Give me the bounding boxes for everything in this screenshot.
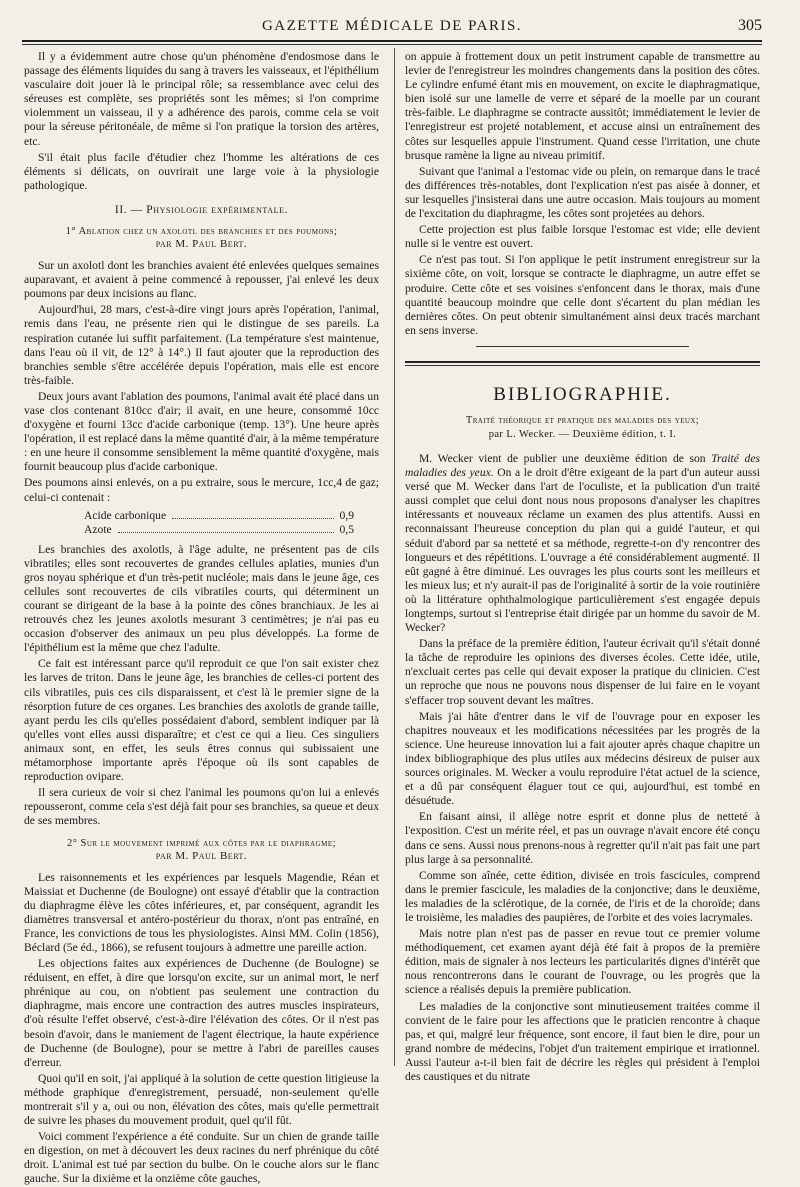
- article-heading: [24, 225, 379, 251]
- left-column: [24, 50, 379, 1186]
- page-number: 305: [738, 17, 762, 34]
- paragraph: Mais notre plan n'est pas de passer en revue tout ce premier volume méthodiquement, cet examen ayant déjà été fait à propos de la première édition, mais de signaler à nos lecteurs les particularités dignes d'intérêt que nous rencontrerons dans le courant de l'ouvrage, ou les progrès que la science a réalisés depuis la première publication.: [405, 927, 760, 997]
- article-author: par M. Paul Bert.: [155, 849, 248, 862]
- journal-title: GAZETTE MÉDICALE DE PARIS.: [261, 18, 523, 34]
- paragraph: Suivant que l'animal a l'estomac vide ou plein, on remarque dans le tracé des différences très-notables, dont l'explication n'est pas aisée à donner, et sur lesquelles j'insisterai dans une autre occasion. Mais toujours au moment de l'excitation du diaphragme, les côtes sont projetées au dehors.: [405, 164, 760, 221]
- paragraph: Cette projection est plus faible lorsque l'estomac est vide; elle devient nulle si le ventre est ouvert.: [405, 223, 760, 251]
- gas-row: [84, 523, 354, 537]
- paragraph: Les branchies des axolotls, à l'âge adulte, ne présentent pas de cils vibratiles; elles sont recouvertes de grandes cellules aplaties, munies d'un gros noyau sphérique et d'un très-petit nucléole; mais dans le jeune âge, ces cellules sont recouvertes de cils vibratiles courts, qui déterminent un courant se dirigeant de la base à la pointe des cônes branchiaux. Je les ai retrouvés chez les jeunes axolotls mesurant 3 centimètres; je n'ai pas eu occasion d'observer des animaux un peu plus développés. La forme de l'épithélium est la même que chez l'adulte.: [24, 542, 379, 655]
- leader-dots: [118, 523, 334, 533]
- bibliography-heading: BIBLIOGRAPHIE.: [493, 383, 672, 405]
- gas-name: Acide carbonique: [84, 508, 167, 522]
- book-author: par L. Wecker. — Deuxième édition, t. I.: [488, 428, 677, 440]
- paragraph: Les raisonnements et les expériences par lesquels Magendie, Réan et Maissiat et Duchenne (de Boulogne) ont essayé d'établir que la contraction du diaphragme élève les côtes inférieures, et, par conséquent, agrandit les diamètres transversal et antéro-postérieur du thorax, n'ont pas entraîné, en France, les convictions de tous les physiologistes. Ainsi MM. Colin (1856), Béclard (5e éd., 1866), se refusent toujours à admettre une pareille action.: [24, 870, 379, 954]
- paragraph: Ce n'est pas tout. Si l'on applique le petit instrument enregistreur sur la sixième côte, on voit, lorsque se contracte le diaphragme, un autre effet se produire. Cette côte et ses voisines s'enfoncent dans le thorax, mais d'une quantité beaucoup moindre que celle dont s'écartent du plan médian les dernières côtes. On peut obtenir simultanément ainsi deux tracés marchant en sens inverse.: [405, 253, 760, 337]
- paragraph: Sur un axolotl dont les branchies avaient été enlevées quelques semaines auparavant, et avaient à peine commencé à repousser, j'ai enlevé les deux poumons par deux incisions au flanc.: [24, 259, 379, 301]
- paragraph: Les objections faites aux expériences de Duchenne (de Boulogne) se réduisent, en effet, à dire que lorsqu'on excite, sur un animal mort, le nerf phrénique au cou, on n'obtient pas seulement une contraction du diaphragme, mais encore une contraction des autres muscles inspirateurs, d'où résulte l'effet observé, c'est-à-dire l'élévation des côtes. Or il n'est pas besoin d'avoir, dans le maniement de l'agent électrique, la haute expérience de Duchenne (de Boulogne), pour se mettre à l'abri de pareilles causes d'erreur.: [24, 957, 379, 1069]
- book-title-italic: Traité des maladies des yeux.: [405, 451, 760, 480]
- gas-value: 0,5: [339, 522, 354, 536]
- paragraph: Ce fait est intéressant parce qu'il reproduit ce que l'on sait exister chez les larves de triton. Dans le jeune âge, les branchies de celles-ci portent des cils vibratiles, puis ces cils disparaissent, et c'est là le premier signe de la résorption future de ces organes. Les branchies des axolotls de grande taille, ayant perdu les cils qu'elles possédaient d'abord, semblent indiquer par là qu'elles vont elles aussi disparaître; et c'est ce qui a lieu. Ces singuliers animaux sont, en effet, les seuls êtres connus qui subissaient une métamorphose importante après l'époque où ils sont capables de reproduction ovipare.: [24, 657, 379, 784]
- paragraph: Il y a évidemment autre chose qu'un phénomène d'endosmose dans le passage des éléments liquides du sang à travers les vaisseaux, et l'épithélium vasculaire doit jouer là le principal rôle; sa ressemblance avec celui des séreuses est complète, ses propriétés sont les mêmes; si l'on comprime violemment un vaisseau, il y a adhérence des parois, comme cela se voit pour la séreuse péritonéale, de même si l'on pratique la torsion des artères, etc.: [24, 50, 379, 148]
- book-heading: [405, 414, 760, 442]
- paragraph: Des poumons ainsi enlevés, on a pu extraire, sous le mercure, 1cc,4 de gaz; celui-ci contenait :: [24, 476, 379, 504]
- article-title: 1° Ablation chez un axolotl des branchies et des poumons;: [65, 226, 338, 238]
- gas-name: Azote: [84, 522, 112, 536]
- header-rule: [22, 40, 762, 42]
- section-heading: II. — Physiologie expérimentale.: [114, 203, 289, 216]
- paragraph: Comme son aînée, cette édition, divisée en trois fascicules, comprend dans le premier fascicule, les maladies de la conjonctive; dans le deuxième, les maladies de la sclérotique, de la cornée, de l'iris et de la choroïde; dans le troisième, les maladies des paupières, de l'orbite et des voies lacrymales.: [405, 868, 760, 924]
- header-rule-thin: [22, 44, 762, 45]
- right-column: [405, 50, 761, 1083]
- paragraph: Voici comment l'expérience a été conduite. Sur un chien de grande taille en digestion, on met à découvert les deux racines du nerf phrénique du côté droit. L'animal est tué par section du bulbe. On le couche alors sur le flanc gauche. Sur la dixième et la onzième côte gauches,: [24, 1130, 379, 1186]
- book-title: Traité théorique et pratique des maladies des yeux;: [465, 414, 700, 426]
- gas-value: 0,9: [339, 508, 354, 522]
- paragraph: Mais j'ai hâte d'entrer dans le vif de l'ouvrage pour en exposer les chapitres nouveaux et les modifications nécessitées par les progrès de la science. Une heureuse innovation lui a fait ajouter après chaque chapitre un index bibliographique des plus utiles aux médecins désireux de puiser aux sources originales. M. Wecker a voulu reproduire l'état actuel de la science, et a dû par conséquent élaguer tout ce qui, aujourd'hui, est tombé en désuétude.: [405, 709, 760, 808]
- gas-row: [84, 509, 354, 523]
- paragraph: S'il était plus facile d'étudier chez l'homme les altérations de ces éléments si délicats, on ouvrirait une large voie à la physiologie pathologique.: [24, 150, 379, 192]
- paragraph: En faisant ainsi, il allège notre esprit et donne plus de netteté à l'exposition. C'est un mérite réel, et pas un ouvrage n'avait encore été conçu dans ce sens. Aussi nous prenons-nous à regretter qu'il n'ait pas fait une part plus large à sa personnalité.: [405, 810, 760, 866]
- paragraph: on appuie à frottement doux un petit instrument capable de transmettre au levier de l'enregistreur les moindres changements dans la position des côtes. Le cylindre enfumé étant mis en mouvement, on excite le diaphragmatique, bien isolé sur une lamelle de verre et séparé de la moelle par un courant très-faible. Le diaphragme se contracte aussitôt; immédiatement le levier de l'enregistreur est projeté notablement, et accuse ainsi un entraînement des côtes sur lesquelles appuie l'instrument. Quand cesse l'irritation, une chute brusque ramène la ligne au niveau primitif.: [405, 50, 760, 162]
- paragraph: Aujourd'hui, 28 mars, c'est-à-dire vingt jours après l'opération, l'animal, remis dans l'eau, ne présente rien qui le distingue de ses pareils. La respiration cutanée lui suffit parfaitement. (La température s'est maintenue, dans l'eau où il vit, de 12° à 14°.) Il faut ajouter que la reproduction des branchies semble s'être accélérée depuis l'opération, mais elle est encore très-faible.: [24, 303, 379, 387]
- separator-rule: [476, 346, 689, 347]
- bibliography-rule: [405, 361, 760, 363]
- article-title: 2° Sur le mouvement imprimé aux côtes par le diaphragme;: [66, 837, 337, 849]
- text-run: On a le droit d'être exigeant de la part d'un auteur aussi versé que M. Wecker dans l'art de l'oculiste, et la publication d'un traité aussi complet que celui dont nous nous proposons d'analyser les chapitres intéressants et nouveaux réclame un examen des plus attentifs. Aussi en reconnaissant l'heureuse conception du plan qui a guidé l'auteur, et qui séduit d'abord par sa netteté et sa méthode, regrette-t-on d'y rencontrer des longueurs et des répétitions. L'ouvrage a été considérablement augmenté. Il eût gagné à être diminué. Les ouvrages les plus courts sont les meilleurs et les mieux lus; et n'y aurait-il pas de l'originalité à sortir de la voie routinière où la littérature ophthalmologique particulièrement s'est engagée depuis longtemps, surtout si l'entreprise était dirigée par un homme du savoir de M. Wecker?: [405, 466, 761, 635]
- text-run: M. Wecker vient de publier une deuxième édition de son: [419, 451, 706, 465]
- article-heading: [24, 837, 379, 863]
- page-header: [22, 14, 762, 42]
- paragraph: Quoi qu'il en soit, j'ai appliqué à la solution de cette question litigieuse la méthode graphique d'enregistrement, persuadé, non-seulement qu'elle montrerait s'il y a, oui ou non, élévation des côtes, mais qu'elle permettrait de suivre les phases du mouvement produit, quel qu'il fût.: [24, 1071, 379, 1128]
- article-author: par M. Paul Bert.: [155, 238, 248, 251]
- paragraph: Deux jours avant l'ablation des poumons, l'animal avait été placé dans un vase clos contenant 810cc d'air; il avait, en une heure, consommé 10cc d'oxygène et fourni 13cc d'acide carbonique (temp. 13°). Une heure après l'opération, il est replacé dans la même quantité d'air, à la même température : en une heure il consomme sensiblement la même quantité d'oxygène, mais fournit beaucoup plus d'acide carbonique.: [24, 389, 379, 474]
- paragraph: Les maladies de la conjonctive sont minutieusement traitées comme il convient de le faire pour les affections que le praticien rencontre à chaque pas, et qui, malgré leur fréquence, sont encore, il faut bien le dire, pour un grand nombre de médecins, l'objet d'un traitement empirique et irrationnel. Aussi l'auteur a-t-il bien fait de décrire les règles qui président à l'emploi des caustiques et du nitrate: [405, 999, 760, 1083]
- paragraph: Dans la préface de la première édition, l'auteur écrivait qu'il s'était donné la tâche de reproduire les opinions des diverses écoles. Cette idée, utile, n'excluait certes pas celle qui devait exposer la pratique du clinicien. C'est un reproche que nous ne pouvons nous dispenser de lui faire en le voyant s'effacer trop souvent devant les maîtres.: [405, 637, 760, 707]
- paragraph: [405, 452, 760, 635]
- gas-table: [84, 509, 354, 537]
- column-divider: [394, 48, 395, 1066]
- bibliography-rule-thin: [405, 365, 760, 366]
- paragraph: Il sera curieux de voir si chez l'animal les poumons qu'on lui a enlevés repousseront, comme cela s'est déjà fait pour ses branchies, sa queue et deux de ses membres.: [24, 786, 379, 828]
- leader-dots: [172, 509, 333, 519]
